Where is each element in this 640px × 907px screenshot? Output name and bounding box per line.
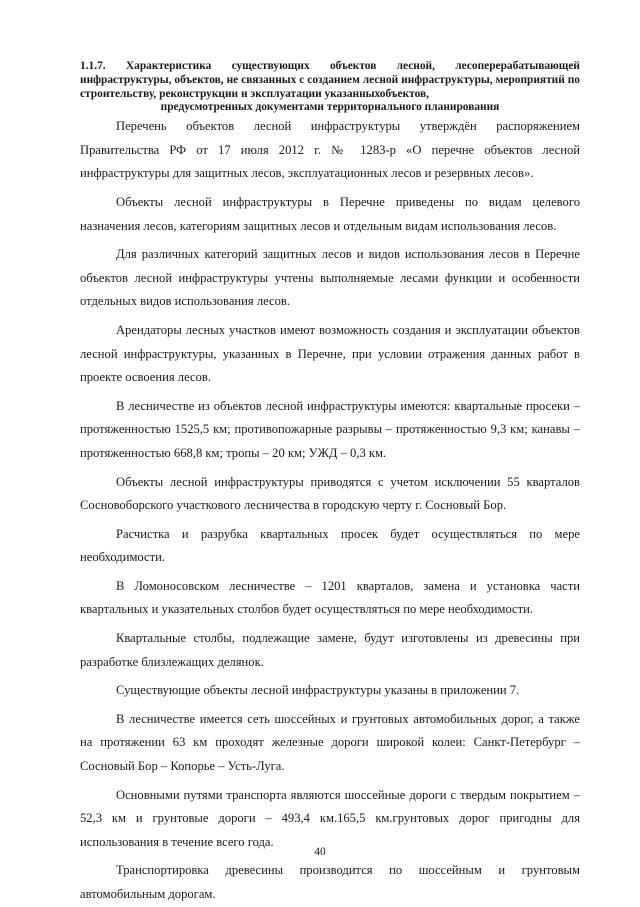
paragraph-11: В лесничестве имеется сеть шоссейных и грунтовых автомобильных дорог, а также на протяжении 63 км проходят железные дороги широкой колеи: Санкт-Петербург – Сосновый Бор – Копорье – Усть-Луга. xyxy=(80,711,580,774)
paragraph-12: Основными путями транспорта являются шоссейные дороги с твердым покрытием – 52,3 км и грунтовые дороги – 493,4 км.165,5 км.грунтовых дорог пригодны для использования в течение всего года. xyxy=(80,787,580,849)
paragraph-2: Объекты лесной инфраструктуры в Перечне приведены по видам целевого назначения лесов, категориям защитных лесов и отдельным видам использования лесов. xyxy=(80,194,580,233)
paragraph-10: Существующие объекты лесной инфраструктуры указаны в приложении 7. xyxy=(116,683,520,698)
paragraph-13: Транспортировка древесины производится по шоссейным и грунтовым автомобильным дорогам. xyxy=(80,863,580,901)
section-heading-last-line: предусмотренных документами территориального планирования xyxy=(160,101,500,114)
paragraph-5: В лесничестве из объектов лесной инфраструктуры имеются: квартальные просеки – протяженностью 1525,5 км; противопожарные разрывы – протяженностью 9,3 км; канавы – протяженностью 668,8 км; тропы – 20 км; УЖД – 0,3 км. xyxy=(80,398,580,460)
section-heading-text: 1.1.7. Характеристика существующих объектов лесной, лесоперерабатывающей инфраструктуры, объектов, не связанных с созданием лесной инфраструктуры, мероприятий по строительству, реконструкции и эксплуатации указанныхобъектов, xyxy=(80,60,580,100)
paragraph-8: В Ломоносовском лесничестве – 1201 кварталов, замена и установка части квартальных и указательных столбов будет осуществляться по мере необходимости. xyxy=(80,578,580,617)
document-page xyxy=(80,60,580,907)
section-heading xyxy=(80,60,580,115)
paragraph-9: Квартальные столбы, подлежащие замене, будут изготовлены из древесины при разработке близлежащих делянок. xyxy=(80,631,580,669)
paragraph-6: Объекты лесной инфраструктуры приводятся с учетом исключении 55 кварталов Сосновоборского участкового лесничества в городскую черту г. Сосновый Бор. xyxy=(80,474,580,513)
paragraph-7: Расчистка и разрубка квартальных просек будет осуществляться по мере необходимости. xyxy=(80,526,580,565)
paragraph-1: Перечень объектов лесной инфраструктуры утверждён распоряжением Правительства РФ от 17 июля 2012 г. № 1283-р «О перечне объектов лесной инфраструктуры для защитных лесов, эксплуатационных лесов и резервных лесов». xyxy=(80,119,580,181)
paragraph-3: Для различных категорий защитных лесов и видов использования лесов в Перечне объектов лесной инфраструктуры учтены выполняемые лесами функции и особенности отдельных видов использования лесов. xyxy=(80,247,580,309)
paragraph-4: Арендаторы лесных участков имеют возможность создания и эксплуатации объектов лесной инфраструктуры, указанных в Перечне, при условии отражения данных работ в проекте освоения лесов. xyxy=(80,322,580,385)
page-number: 40 xyxy=(314,846,326,858)
